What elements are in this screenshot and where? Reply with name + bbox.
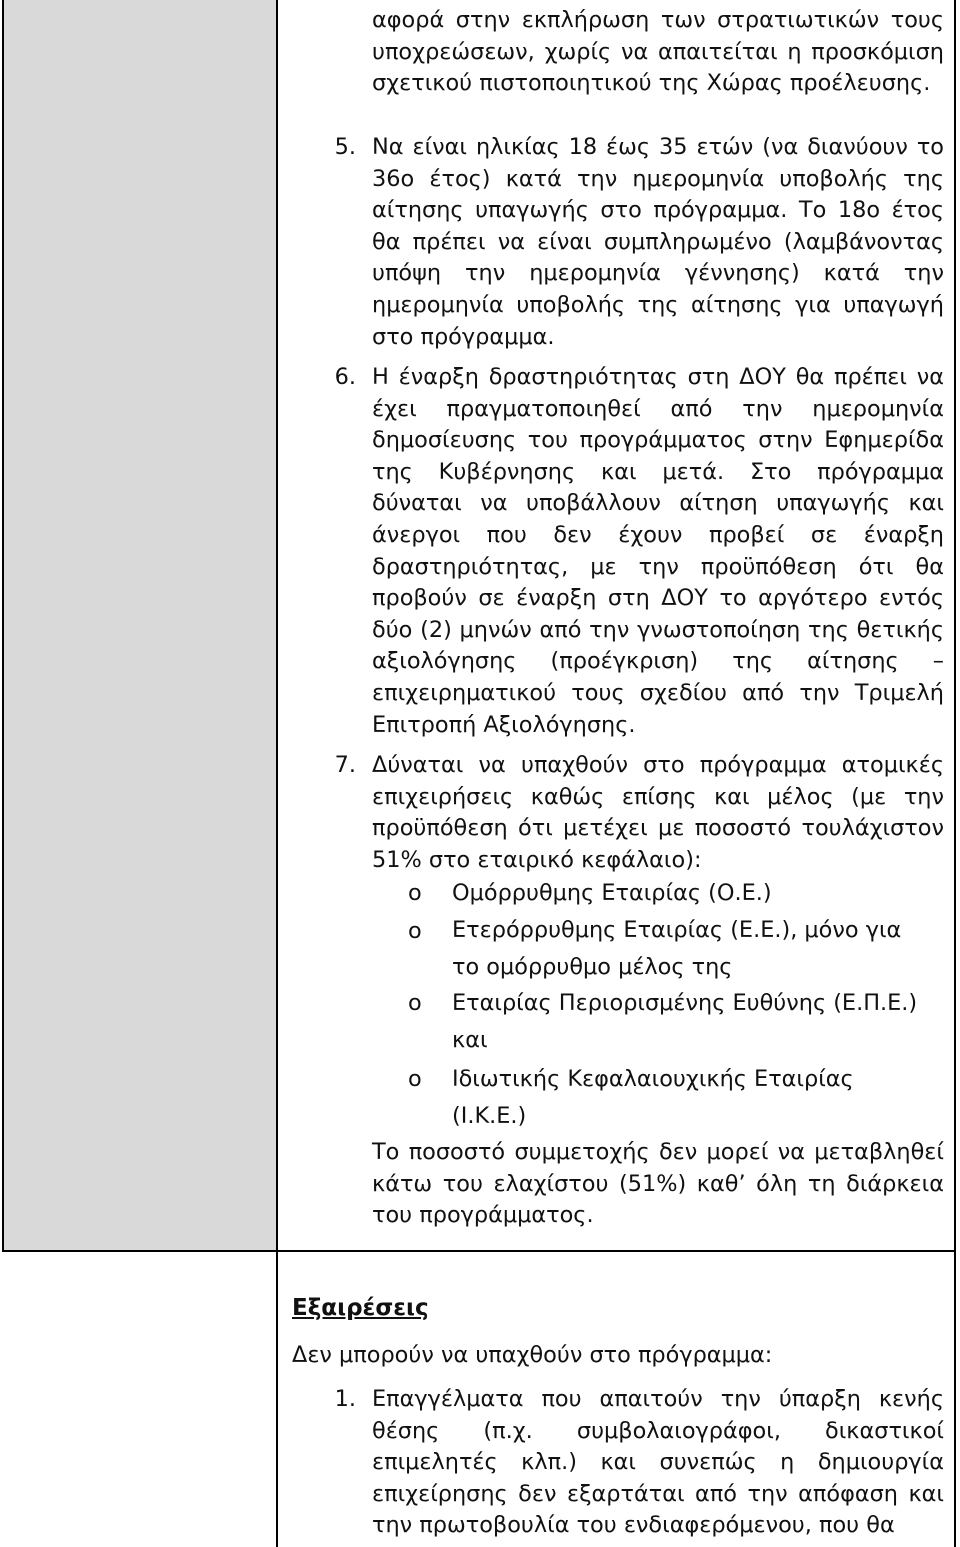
item-5-text: Να είναι ηλικίας 18 έως 35 ετών (να διανύουν το 36ο έτος) κατά την ημερομηνία υποβολής της αίτησης υπαγωγής στο πρόγραμμα. Το 18ο έτος θα πρέπει να είναι συμπληρωμένο (λαμβάνοντας υπόψη την ημερομηνία γέννησης) κατά την ημερομηνία υποβολής της αίτησης για υπαγωγή στο πρόγραμμα. (372, 134, 944, 350)
exception-1-text: Επαγγέλματα που απαιτούν την ύπαρξη κενής θέσης (π.χ. συμβολαιογράφοι, δικαστικοί επιμελητές κλπ.) και συνεπώς η δημιουργία επιχείρησης δεν εξαρτάται από την απόφαση και την πρωτοβουλία του ενδιαφερόμενου, που θα (372, 1386, 944, 1539)
table-bottom-border (2, 1250, 956, 1252)
item-6-number: 6. (334, 364, 356, 390)
item-5-number: 5. (334, 134, 356, 160)
lower-cell-left-border (276, 1252, 278, 1547)
exception-1-number: 1. (334, 1386, 356, 1412)
table-label-cell (4, 0, 276, 1250)
item-7-closing: Το ποσοστό συμμετοχής δεν μορεί να μεταβληθεί κάτω του ελαχίστου (51%) καθ’ όλη τη διάρκεια του προγράμματος. (372, 1139, 944, 1229)
bullet-icon: o (408, 990, 422, 1016)
exceptions-intro: Δεν μπορούν να υπαχθούν στο πρόγραμμα: (292, 1342, 773, 1368)
item-4-continuation: αφορά στην εκπλήρωση των στρατιωτικών τους υποχρεώσεων, χωρίς να απαιτείται η προσκόμιση σχετικού πιστοποιητικού της Χώρας προέλευσης. (372, 7, 944, 97)
bullet-icon: o (408, 1066, 422, 1092)
sub-item-ike: Ιδιωτικής Κεφαλαιουχικής Εταιρίας (Ι.Κ.Ε.) (452, 1066, 854, 1129)
sub-item-epe: Εταιρίας Περιορισμένης Ευθύνης (Ε.Π.Ε.) και (452, 990, 918, 1053)
exceptions-heading: Εξαιρέσεις (292, 1295, 429, 1321)
table-column-divider (276, 0, 278, 1250)
item-7-number: 7. (334, 752, 356, 778)
sub-item-ee: Ετερόρρυθμης Εταιρίας (Ε.Ε.), μόνο για το ομόρρυθμο μέλος της (452, 917, 902, 980)
sub-item-oe: Ομόρρυθμης Εταιρίας (Ο.Ε.) (452, 880, 772, 906)
bullet-icon: o (408, 880, 422, 906)
item-7-text: Δύναται να υπαχθούν στο πρόγραμμα ατομικές επιχειρήσεις καθώς επίσης και μέλος (με την προϋπόθεση ότι μετέχει με ποσοστό τουλάχιστον 51% στο εταιρικό κεφάλαιο): (372, 752, 944, 873)
item-6-text: Η έναρξη δραστηριότητας στη ΔΟΥ θα πρέπει να έχει πραγματοποιηθεί από την ημερομηνία δημοσίευσης του προγράμματος στην Εφημερίδα της Κυβέρνησης και μετά. Στο πρόγραμμα δύναται να υποβάλλουν αίτηση υπαγωγής και άνεργοι που δεν έχουν προβεί σε έναρξη δραστηριότητας, με την προϋπόθεση ότι θα προβούν σε έναρξη στη ΔΟΥ το αργότερο εντός δύο (2) μηνών από την γνωστοποίηση της θετικής αξιολόγησης (προέγκριση) της αίτησης – επιχειρηματικού τους σχεδίου από την Τριμελή Επιτροπή Αξιολόγησης. (372, 364, 944, 738)
table-right-border (954, 0, 956, 1547)
bullet-icon: o (408, 918, 422, 944)
